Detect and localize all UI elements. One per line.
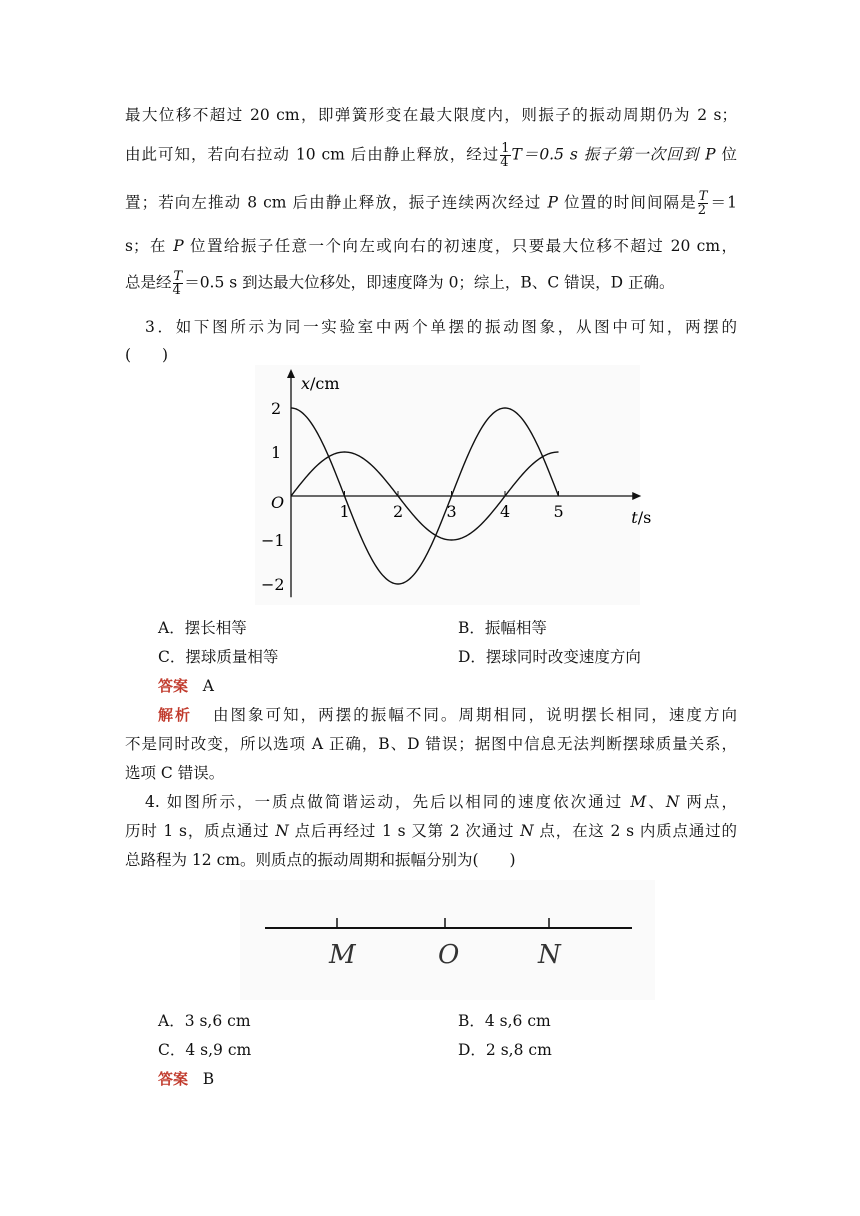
- x-axis-label: t/s: [631, 508, 652, 527]
- text: 4. 如图所示，一质点做简谐运动，先后以相同的速度依次通过: [145, 793, 631, 811]
- symbol-N: N: [665, 793, 680, 811]
- q4-option-c: [158, 1039, 251, 1061]
- answer-label: 答案: [158, 677, 189, 695]
- text: 位置给振子任意一个向左或向右的初速度，只要最大位移不超过 20 cm，: [183, 237, 737, 255]
- label-o: O: [438, 940, 460, 970]
- q3-answer: [158, 675, 214, 697]
- text: s；在: [125, 237, 174, 255]
- text: 位: [715, 145, 737, 164]
- text: T＝0.5 s 振子第一次回到: [511, 145, 706, 164]
- symbol-N: N: [275, 822, 289, 840]
- text: 点，在这 2 s 内质点通过的: [533, 822, 737, 840]
- text: 不是同时改变，所以选项 A 正确，B、D 错误；据图中信息无法判断摆球质量关系，: [125, 735, 737, 753]
- q3-stem-line2: [125, 344, 737, 366]
- symbol-N: N: [520, 822, 534, 840]
- fraction-numerator: 1: [501, 141, 510, 156]
- text: A．摆长相等: [158, 619, 247, 637]
- fraction-1-4: [500, 142, 510, 169]
- label-n: N: [538, 940, 561, 970]
- text: D．2 s,8 cm: [458, 1041, 552, 1059]
- q4-stem-line3: [125, 849, 737, 871]
- text: 两点，: [679, 793, 737, 811]
- symbol-P: P: [547, 193, 558, 212]
- q3-analysis-line1: [158, 704, 737, 726]
- text: 总是经: [125, 273, 172, 292]
- q3-option-c: [158, 646, 278, 668]
- fraction-denominator: 4: [500, 155, 509, 170]
- y-tick-label: −1: [261, 531, 285, 550]
- answer-label: 答案: [158, 1070, 189, 1088]
- para1-line1: [125, 104, 737, 126]
- x-tick-label: 1: [339, 502, 350, 521]
- text: 由此可知，若向右拉动 10 cm 后由静止释放，经过: [125, 145, 500, 164]
- q3-option-b: [458, 617, 547, 639]
- symbol-P: P: [705, 145, 716, 164]
- q3-option-a: [158, 617, 247, 639]
- para1-line3: [125, 190, 737, 217]
- y-axis-arrow: [287, 369, 295, 378]
- text: ＝1: [709, 193, 737, 212]
- x-tick-label: 3: [446, 502, 457, 521]
- x-tick-label: 4: [500, 502, 511, 521]
- fraction-denominator: 4: [172, 283, 181, 298]
- text: 历时 1 s，质点通过: [125, 822, 276, 840]
- y-axis-label: x/cm: [301, 374, 340, 393]
- text: C．摆球质量相等: [158, 648, 279, 666]
- fraction-denominator: 2: [697, 203, 707, 218]
- fraction-numerator: T: [173, 269, 183, 284]
- y-tick-label: −2: [261, 575, 285, 594]
- q3-option-d: [458, 646, 641, 668]
- analysis-label: 解析: [158, 706, 193, 724]
- origin-label: O: [271, 493, 285, 512]
- text: ＝0.5 s 到达最大位移处，即速度降为 0；综上，B、C 错误，D 正确。: [184, 273, 675, 292]
- mon-line-diagram: [240, 880, 655, 1000]
- text: 、: [646, 793, 666, 811]
- q4-answer: [158, 1068, 214, 1090]
- text: D．摆球同时改变速度方向: [458, 648, 641, 666]
- fraction-numerator: T: [698, 189, 708, 204]
- text: ( ): [125, 346, 169, 364]
- symbol-M: M: [630, 793, 647, 811]
- q3-analysis-line2: [125, 733, 737, 755]
- q4-stem-line1: [145, 791, 737, 813]
- text: B．4 s,6 cm: [458, 1012, 551, 1030]
- text: 3．如下图所示为同一实验室中两个单摆的振动图象，从图中可知，两摆的: [145, 318, 737, 336]
- text: 点后再经过 1 s 又第 2 次通过: [288, 822, 521, 840]
- fraction-T-4: [173, 270, 184, 297]
- para1-line2: [125, 142, 737, 169]
- q3-stem-line1: [145, 316, 737, 338]
- para1-line5: [125, 270, 737, 297]
- answer-value: A: [202, 677, 214, 695]
- q4-option-b: [458, 1010, 551, 1032]
- text: 由图象可知，两摆的振幅不同。周期相同，说明摆长相同，速度方向: [212, 706, 737, 724]
- q3-analysis-line3: [125, 762, 737, 784]
- text: A．3 s,6 cm: [158, 1012, 251, 1030]
- text: C．4 s,9 cm: [158, 1041, 252, 1059]
- text: 总路程为 12 cm。则质点的振动周期和振幅分别为( ): [125, 851, 516, 869]
- answer-value: B: [202, 1070, 215, 1088]
- para1-line4: [125, 235, 737, 257]
- text: 位置的时间间隔是: [557, 193, 697, 212]
- x-tick-label: 2: [393, 502, 404, 521]
- vibration-graph: [255, 365, 652, 605]
- text: 置；若向左推动 8 cm 后由静止释放，振子连续两次经过: [125, 193, 548, 212]
- y-tick-label: 1: [271, 443, 282, 462]
- fraction-T-2: [698, 190, 709, 217]
- q4-option-d: [458, 1039, 552, 1061]
- q4-stem-line2: [125, 820, 737, 842]
- x-tick-label: 5: [553, 502, 564, 521]
- x-axis-arrow: [632, 492, 641, 500]
- text: 最大位移不超过 20 cm，即弹簧形变在最大限度内，则振子的振动周期仍为 2 s；: [125, 106, 737, 124]
- text: B．振幅相等: [458, 619, 547, 637]
- y-tick-label: 2: [271, 399, 282, 418]
- q4-option-a: [158, 1010, 251, 1032]
- symbol-P: P: [173, 237, 184, 255]
- label-m: M: [329, 940, 356, 970]
- text: 选项 C 错误。: [125, 764, 225, 782]
